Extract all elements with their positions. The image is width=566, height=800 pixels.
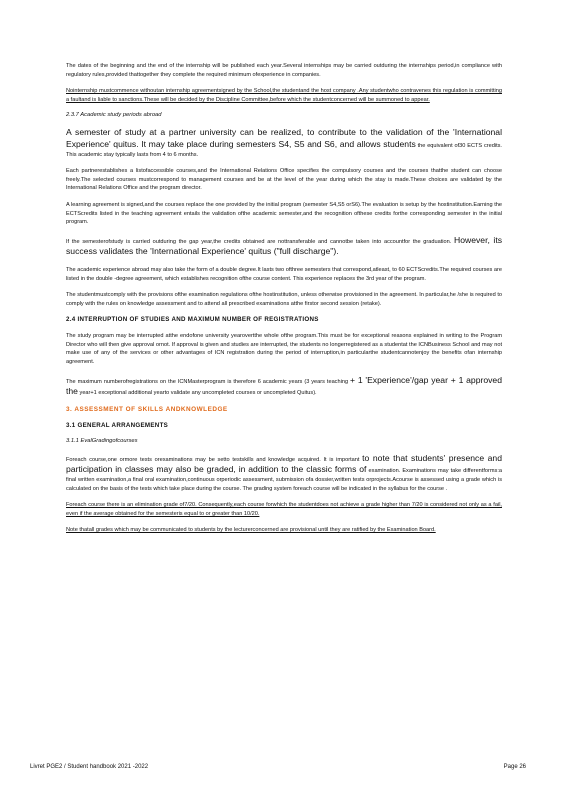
paragraph-max-registrations-emphasis: + 1 'Experience'/gap year + 1 approved the [66,374,502,397]
paragraph-max-registrations-rest: year+1 exceptional additional yearto validate any uncompleted courses or uncompleted Quitus). [79,390,317,397]
page-footer [30,764,526,770]
paragraph-grading-intro: Foreach course,one ormore tests orexaminations may be setto testskills and knowledge acquired. It is important [66,456,360,463]
heading-2-4: 2.4 INTERRUPTION OF STUDIES AND MAXIMUM NUMBER OF REGISTRATIONS [66,316,319,324]
paragraph-grading [66,453,502,493]
heading-3: 3. ASSESSMENT OF SKILLS ANDKNOWLEDGE [66,405,228,413]
heading-3-1: 3.1 GENERAL ARRANGEMENTS [66,421,169,429]
paragraph-study-semester [66,127,502,159]
paragraph-host-regulations: The studentmustcomply with the provisions ofthe examination regulations ofthe hostinstitution, unless otherwise provisioned in the agreement. In particular,he /she is required to comply with the rules on knowledge assessment and to attend all prescribed examinations atthe firstor second session (retake). [66,292,502,307]
paragraph-internship-dates: The dates of the beginning and the end of the internship will be published each year.Several internships may be carried outduring the internships period,in compliance with regulatory rules,provided thattogether they complete the required minimum ofexperience in companies. [66,63,502,78]
heading-2-3-7: 2.3.7 Academic study periods abroad [66,112,162,119]
heading-3-1-1: 3.1.1 EvalGradingofcourses [66,437,138,444]
paragraph-interruption: The study program may be interrupted atthe endofone university yearovertthe whole ofthe program.This must be for exceptional reasons explained in writing to the Program Director who will then give approval ornot. If approval is given and studies are interrupted, the students no longerregistered as a studentat the ICNBusiness School and may not make use of any of the services or other advantages of ICN registration during the period of interruption,in particularthe studentcannotenjoy the benefits ofan internship agreement. [66,333,502,366]
paragraph-study-semester-rest: the equivalent of30 ECTS credits. This academic stay typically lasts from 4 to 6 months. [66,142,502,158]
paragraph-provisional-grades: Note thatall grades which may be communicated to students by the lecturerconcerned are provisional until they are ratified by the Examination Board. [66,527,436,534]
page-number: Page 26 [503,764,526,770]
paragraph-study-semester-emphasis: A semester of study at a partner university can be realized, to contribute to the validation of the 'International Experience' quitus. It may take place during semesters S4, S5 and S6, and allows students [66,127,502,149]
paragraph-gap-year-credits [66,235,502,258]
footer-title: Livret PGE2 / Student handbook 2021 -2022 [30,764,149,770]
paragraph-partner-courses: Each partnerestablishes a listofaccessible courses,and the International Relations Office specifies the compulsory courses and the courses thatthe student can choose freely.The selected courses mustcorrespond to management courses and be at the level of the year during which the stay is made.These choices are validated by the International Relations Office and the program director. [66,168,502,192]
paragraph-grading-emphasis: to note that students' presence and participation in classes may also be graded, in addition to the classic forms of [66,452,502,475]
paragraph-internship-agreement: Nointernship mustcommence withoutan internship agreementsigned by the School,the studentand the host company .Any studentwho contravenes this regulation is committing a faultand is liable to sanctions.These will be decided by the Discipline Committee,before which the studentconcerned will be summoned to appear. [66,88,502,103]
paragraph-double-degree: The academic experience abroad may also take the form of a double degree.It lasts two ofthree semesters that correspond,atleast, to 60 ECTScredits.The required courses are listed in the double -degree agreement, which establishes recognition ofthe course content. This experience replaces the 3rd year of the program. [66,266,502,282]
document-body [66,62,502,543]
paragraph-elimination-grade: Foreach course there is an elimination grade of7/20. Consequently,each course forwhich the studentdoes not achieve a grade higher than 7/20 is considered not only as a fail, even if the average obtained for the semesteris equal to or greater than 10/20. [66,502,502,517]
paragraph-gap-year-credits-emphasis: However, its success validates the 'International Experience' quitus ("full discharge"). [66,234,502,257]
paragraph-learning-agreement: A learning agreement is signed,and the courses replace the one provided by the initial program (semester S4,S5 orS6).The evaluation is setup by the hostinstitution.Earning the ECTScredits listed in the teaching agreement entails the validation ofthe academic semester,and the recognition ofthese credits forthe corresponding semester in the initial program. [66,201,502,226]
paragraph-max-registrations-text: The maximum numberofregistrations on the ICNMasterprogram is therefore 6 academic years (3 years teaching [66,378,349,385]
paragraph-max-registrations [66,375,502,398]
paragraph-gap-year-credits-text: If the semesterofstudy is carried outduring the gap year,the credits obtained are nottransferable and cannotbe taken into accountfor the graduation. [66,238,452,245]
paragraph-grading-rest: examination. Examinations may take differentforms:a final written examination,a final oral examination,continuous orperiodic assessment, submission ofa dossier,written tests orprojects.Acourse is assessed using a grade which is calculated on the basis of the tests which take place during the course. The grading system foreach course will be indicated in the syllabus for the course . [66,468,502,492]
